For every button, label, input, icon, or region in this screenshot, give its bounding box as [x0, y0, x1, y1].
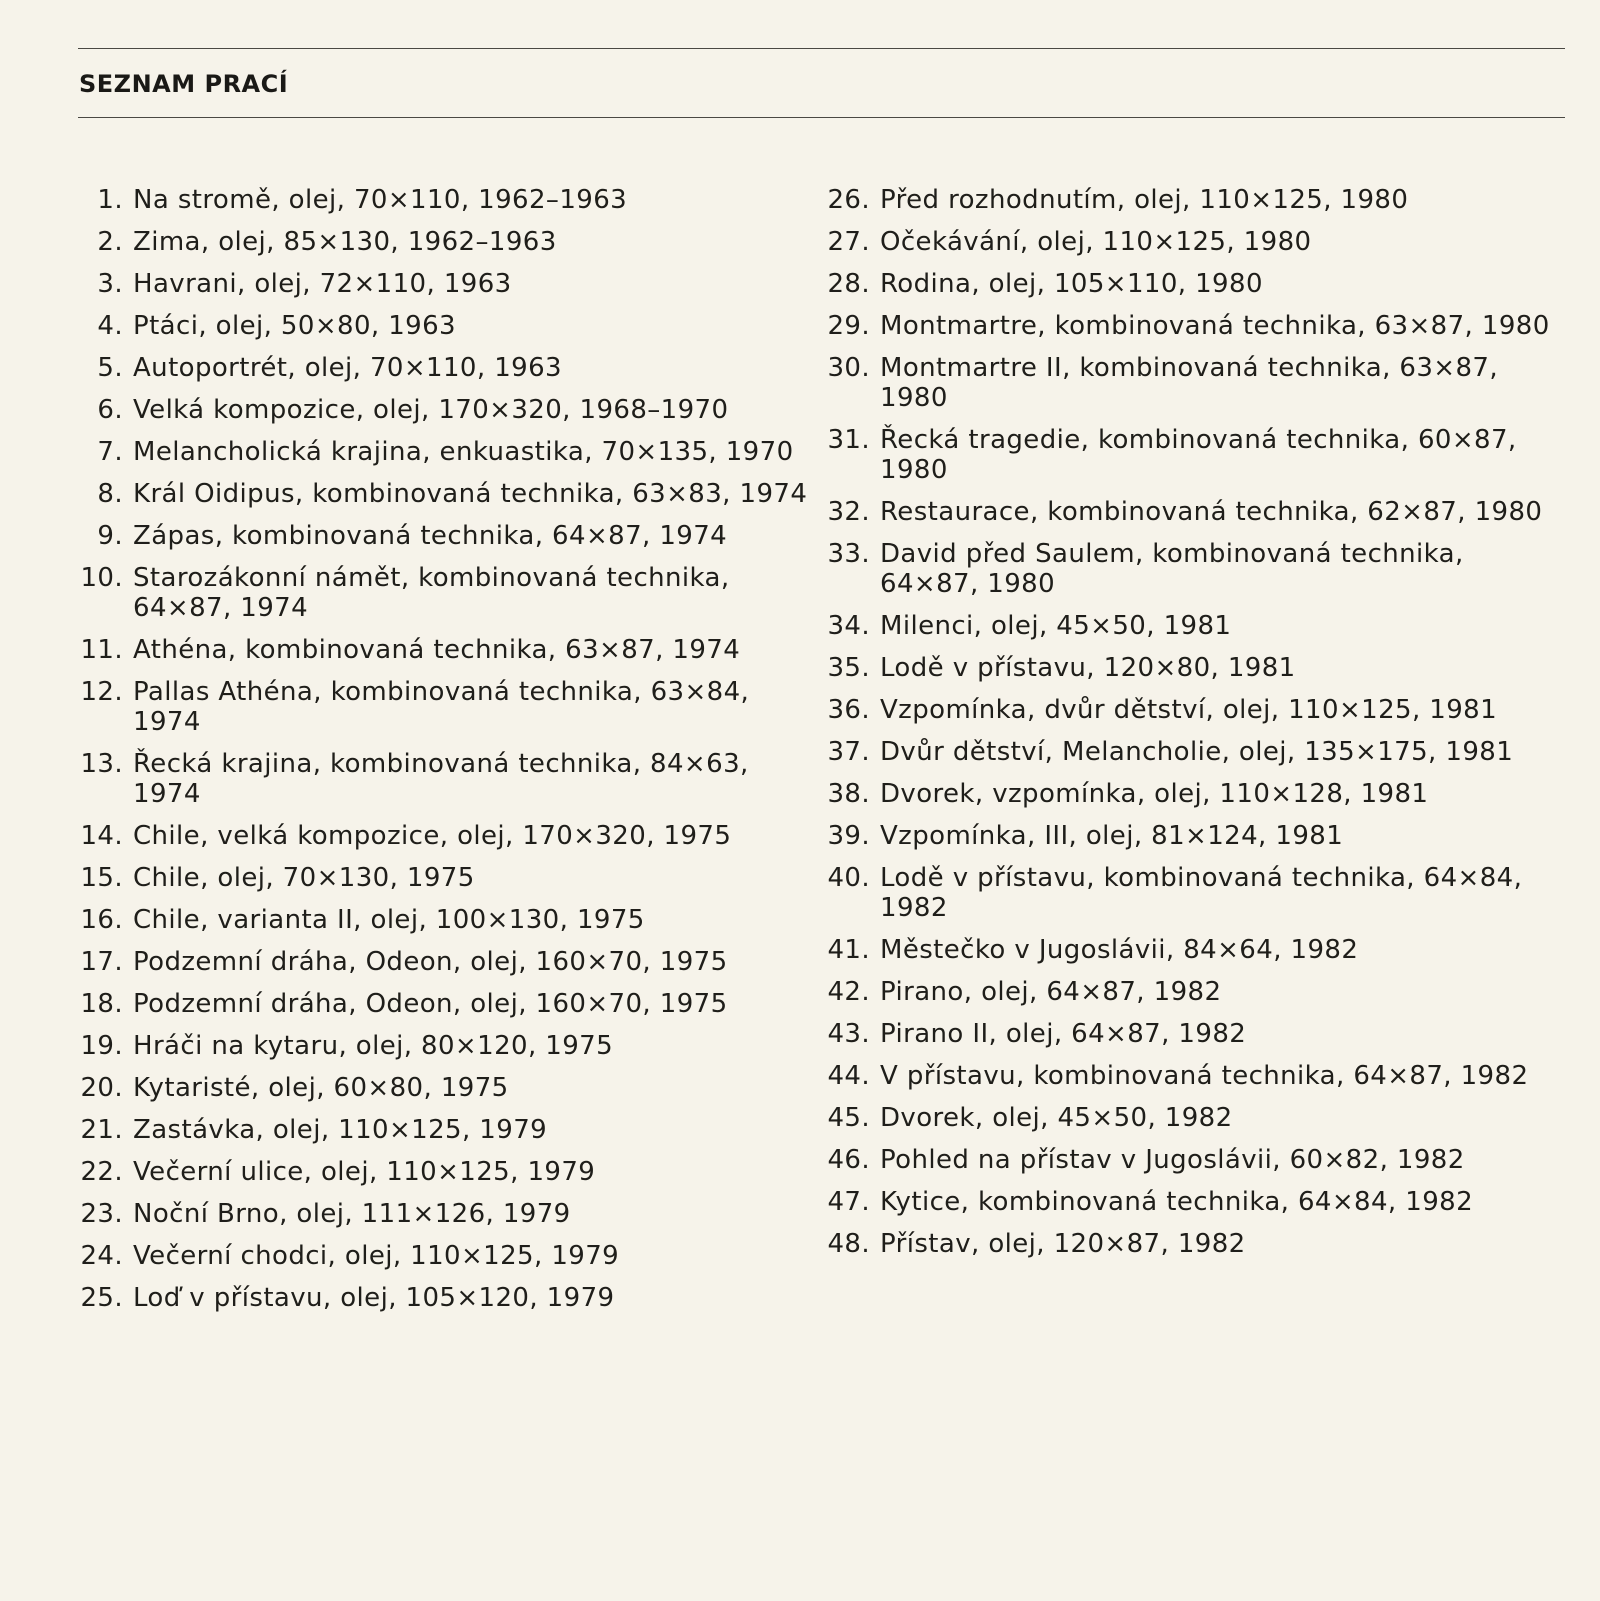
work-item [826, 935, 1556, 965]
work-description: Dvůr dětství, Melancholie, olej, 135×175, 1981 [880, 737, 1514, 767]
work-number: 38. [827, 779, 870, 809]
work-number: 20. [80, 1073, 123, 1103]
work-number: 36. [827, 695, 870, 725]
work-item [826, 863, 1556, 923]
header-rule-top [78, 48, 1565, 49]
work-description: Večerní chodci, olej, 110×125, 1979 [133, 1241, 620, 1271]
work-number: 23. [80, 1199, 123, 1229]
work-number: 21. [80, 1115, 123, 1145]
work-number: 7. [97, 437, 123, 467]
work-item [826, 1103, 1556, 1133]
work-number: 37. [827, 737, 870, 767]
work-number: 35. [827, 653, 870, 683]
works-list-left [79, 185, 809, 1325]
work-item [79, 635, 809, 665]
work-description: Pirano, olej, 64×87, 1982 [880, 977, 1222, 1007]
work-item [826, 539, 1556, 599]
work-number: 6. [97, 395, 123, 425]
work-item [79, 1157, 809, 1187]
work-description: Řecká krajina, kombinovaná technika, 84×63, 1974 [133, 749, 749, 809]
work-number: 19. [80, 1031, 123, 1061]
work-description: Podzemní dráha, Odeon, olej, 160×70, 1975 [133, 947, 728, 977]
work-number: 39. [827, 821, 870, 851]
work-description: Noční Brno, olej, 111×126, 1979 [133, 1199, 571, 1229]
work-number: 27. [827, 227, 870, 257]
work-description: Před rozhodnutím, olej, 110×125, 1980 [880, 185, 1409, 215]
work-item [826, 425, 1556, 485]
work-description: Chile, velká kompozice, olej, 170×320, 1975 [133, 821, 732, 851]
work-description: Velká kompozice, olej, 170×320, 1968–1970 [133, 395, 729, 425]
work-description: Loď v přístavu, olej, 105×120, 1979 [133, 1283, 615, 1313]
work-item [826, 1187, 1556, 1217]
work-number: 10. [80, 563, 123, 593]
work-item [826, 821, 1556, 851]
work-description: Pohled na přístav v Jugoslávii, 60×82, 1982 [880, 1145, 1465, 1175]
work-description: Restaurace, kombinovaná technika, 62×87, 1980 [880, 497, 1543, 527]
work-description: Zastávka, olej, 110×125, 1979 [133, 1115, 548, 1145]
work-number: 28. [827, 269, 870, 299]
work-item [826, 269, 1556, 299]
work-description: Rodina, olej, 105×110, 1980 [880, 269, 1263, 299]
work-item [79, 395, 809, 425]
page-title: SEZNAM PRACÍ [79, 70, 289, 98]
work-description: Přístav, olej, 120×87, 1982 [880, 1229, 1246, 1259]
work-description: Montmartre II, kombinovaná technika, 63×87, 1980 [880, 353, 1499, 413]
work-number: 34. [827, 611, 870, 641]
work-description: Lodě v přístavu, 120×80, 1981 [880, 653, 1296, 683]
work-description: Kytice, kombinovaná technika, 64×84, 1982 [880, 1187, 1474, 1217]
header-rule-bottom [78, 117, 1565, 118]
work-description: Hráči na kytaru, olej, 80×120, 1975 [133, 1031, 614, 1061]
work-item [826, 1145, 1556, 1175]
work-item [79, 437, 809, 467]
work-description: Ptáci, olej, 50×80, 1963 [133, 311, 456, 341]
work-item [79, 563, 809, 623]
work-number: 26. [827, 185, 870, 215]
work-number: 48. [827, 1229, 870, 1259]
work-number: 29. [827, 311, 870, 341]
work-item [79, 353, 809, 383]
work-item [826, 779, 1556, 809]
work-number: 33. [827, 539, 870, 569]
work-number: 47. [827, 1187, 870, 1217]
work-item [826, 611, 1556, 641]
work-item [826, 311, 1556, 341]
work-description: Zima, olej, 85×130, 1962–1963 [133, 227, 557, 257]
work-item [826, 737, 1556, 767]
work-description: Montmartre, kombinovaná technika, 63×87, 1980 [880, 311, 1550, 341]
work-number: 16. [80, 905, 123, 935]
work-description: Chile, olej, 70×130, 1975 [133, 863, 475, 893]
work-description: Havrani, olej, 72×110, 1963 [133, 269, 512, 299]
work-item [79, 1241, 809, 1271]
work-number: 32. [827, 497, 870, 527]
work-description: Starozákonní námět, kombinovaná technika, 64×87, 1974 [133, 563, 730, 623]
work-item [79, 749, 809, 809]
work-number: 1. [97, 185, 123, 215]
work-number: 12. [80, 677, 123, 707]
work-item [826, 497, 1556, 527]
work-description: Vzpomínka, dvůr dětství, olej, 110×125, 1981 [880, 695, 1498, 725]
work-number: 3. [97, 269, 123, 299]
work-item [79, 1073, 809, 1103]
work-number: 8. [97, 479, 123, 509]
work-item [79, 227, 809, 257]
work-description: Chile, varianta II, olej, 100×130, 1975 [133, 905, 645, 935]
work-number: 42. [827, 977, 870, 1007]
work-item [826, 227, 1556, 257]
work-description: Lodě v přístavu, kombinovaná technika, 64×84, 1982 [880, 863, 1523, 923]
work-item [826, 977, 1556, 1007]
work-item [79, 479, 809, 509]
work-item [79, 989, 809, 1019]
work-description: Očekávání, olej, 110×125, 1980 [880, 227, 1312, 257]
work-number: 22. [80, 1157, 123, 1187]
work-description: Pirano II, olej, 64×87, 1982 [880, 1019, 1247, 1049]
work-item [79, 1283, 809, 1313]
work-item [826, 185, 1556, 215]
work-description: Athéna, kombinovaná technika, 63×87, 1974 [133, 635, 741, 665]
work-number: 14. [80, 821, 123, 851]
work-description: Král Oidipus, kombinovaná technika, 63×83, 1974 [133, 479, 808, 509]
work-number: 40. [827, 863, 870, 893]
work-item [79, 1031, 809, 1061]
work-item [826, 1061, 1556, 1091]
work-item [826, 1229, 1556, 1259]
work-number: 11. [80, 635, 123, 665]
work-description: David před Saulem, kombinovaná technika, 64×87, 1980 [880, 539, 1464, 599]
work-description: Melancholická krajina, enkuastika, 70×135, 1970 [133, 437, 794, 467]
work-description: Večerní ulice, olej, 110×125, 1979 [133, 1157, 596, 1187]
work-description: Vzpomínka, III, olej, 81×124, 1981 [880, 821, 1344, 851]
works-list-right [826, 185, 1556, 1271]
work-number: 13. [80, 749, 123, 779]
work-description: Podzemní dráha, Odeon, olej, 160×70, 1975 [133, 989, 728, 1019]
work-number: 24. [80, 1241, 123, 1271]
work-description: Řecká tragedie, kombinovaná technika, 60×87, 1980 [880, 425, 1517, 485]
work-description: Zápas, kombinovaná technika, 64×87, 1974 [133, 521, 728, 551]
work-description: Pallas Athéna, kombinovaná technika, 63×84, 1974 [133, 677, 750, 737]
work-item [79, 821, 809, 851]
work-item [79, 905, 809, 935]
work-item [826, 653, 1556, 683]
work-item [826, 695, 1556, 725]
work-item [79, 677, 809, 737]
work-description: Dvorek, olej, 45×50, 1982 [880, 1103, 1233, 1133]
work-description: Dvorek, vzpomínka, olej, 110×128, 1981 [880, 779, 1429, 809]
work-item [826, 1019, 1556, 1049]
work-item [826, 353, 1556, 413]
work-item [79, 1199, 809, 1229]
work-description: Kytaristé, olej, 60×80, 1975 [133, 1073, 509, 1103]
work-item [79, 863, 809, 893]
work-number: 44. [827, 1061, 870, 1091]
work-number: 31. [827, 425, 870, 455]
work-number: 2. [97, 227, 123, 257]
work-number: 41. [827, 935, 870, 965]
work-description: Na stromě, olej, 70×110, 1962–1963 [133, 185, 628, 215]
work-number: 46. [827, 1145, 870, 1175]
work-number: 25. [80, 1283, 123, 1313]
work-number: 5. [97, 353, 123, 383]
work-number: 18. [80, 989, 123, 1019]
work-description: Městečko v Jugoslávii, 84×64, 1982 [880, 935, 1359, 965]
work-number: 45. [827, 1103, 870, 1133]
work-description: V přístavu, kombinovaná technika, 64×87, 1982 [880, 1061, 1529, 1091]
work-description: Autoportrét, olej, 70×110, 1963 [133, 353, 562, 383]
work-item [79, 269, 809, 299]
work-number: 9. [97, 521, 123, 551]
work-description: Milenci, olej, 45×50, 1981 [880, 611, 1232, 641]
work-number: 15. [80, 863, 123, 893]
work-number: 17. [80, 947, 123, 977]
work-item [79, 185, 809, 215]
work-item [79, 947, 809, 977]
work-item [79, 521, 809, 551]
work-number: 30. [827, 353, 870, 383]
work-item [79, 1115, 809, 1145]
work-number: 4. [97, 311, 123, 341]
work-item [79, 311, 809, 341]
work-number: 43. [827, 1019, 870, 1049]
